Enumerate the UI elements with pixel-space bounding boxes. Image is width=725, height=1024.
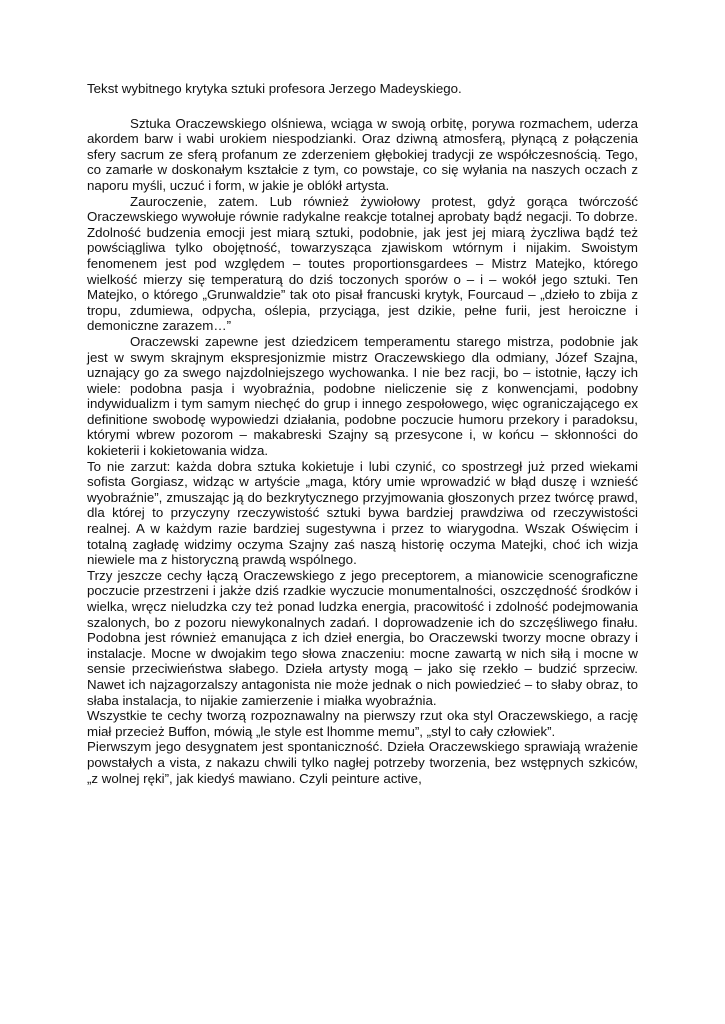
- paragraph-1: Sztuka Oraczewskiego olśniewa, wciąga w swoją orbitę, porywa rozmachem, uderza akordem barw i wabi urokiem niespodzianki. Oraz dziwną atmosferą, płynącą z połączenia sfery sacrum ze sferą profanum ze zderzeniem głębokiej tradycji ze współczesnością. Tego, co zamarłe w doskonałym kształcie z tym, co powstaje, co się wyłania na naszych oczach z naporu myśli, uczuć i form, w jakie je oblókł artysta.: [87, 115, 638, 193]
- paragraph-5: Trzy jeszcze cechy łączą Oraczewskiego z jego preceptorem, a mianowicie scenograficzne poczucie przestrzeni i jakże dziś rzadkie wyczucie monumentalności, oszczędność środków i wielka, wręcz nieludzka czy też ponad ludzka energia, pracowitość i zdolność podejmowania szalonych, bo z pozoru niewykonalnych zadań. I doprowadzenie ich do szczęśliwego finału. Podobna jest również emanująca z ich dzieł energia, bo Oraczewski tworzy mocne obrazy i instalacje. Mocne w dwojakim tego słowa znaczeniu: mocne zawartą w nich siłą i mocne w sensie przeciwieństwa słabego. Dzieła artysty mogą – jako się rzekło – budzić sprzeciw. Nawet ich najzagorzalszy antagonista nie może jednak o nich powiedzieć – to słaby obraz, to słaba instalacja, to nijakie zamierzenie i miałka wyobraźnia.: [87, 567, 638, 708]
- paragraph-2: Zauroczenie, zatem. Lub również żywiołowy protest, gdyż gorąca twórczość Oraczewskiego wywołuje równie radykalne reakcje totalnej aprobaty bądź negacji. To dobrze. Zdolność budzenia emocji jest miarą sztuki, podobnie, jak jest jej miarą życzliwa bądź też powściągliwa tylko obojętność, towarzysząca zjawiskom wtórnym i nijakim. Swoistym fenomenem jest pod względem – toutes proportionsgardees – Mistrz Matejko, którego wielkość mierzy się temperaturą do dziś toczonych sporów o – i – wokół jego sztuki. Ten Matejko, o którego „Grunwaldzie” tak oto pisał francuski krytyk, Fourcaud – „dzieło to zbija z tropu, zdumiewa, odpycha, oślepia, przyciąga, jest dzikie, pełne furii, jest heroiczne i demoniczne zarazem…”: [87, 193, 638, 334]
- paragraph-4: To nie zarzut: każda dobra sztuka kokietuje i lubi czynić, co spostrzegł już przed wiekami sofista Gorgiasz, widząc w artyście „maga, który umie wprowadzić w błąd duszę i wznieść wyobraźnie”, zmuszając ją do bezkrytycznego przyjmowania głoszonych przez twórcę prawd, dla której to przyczyny rzeczywistość sztuki bywa bardziej prawdziwa od rzeczywistości realnej. A w każdym razie bardziej sugestywna i przez to wiarygodna. Wszak Oświęcim i totalną zagładę widzimy oczyma Szajny zaś naszą historię oczyma Matejki, choć ich wizja niewiele ma z historyczną prawdą wspólnego.: [87, 458, 638, 568]
- paragraph-7: Pierwszym jego desygnatem jest spontaniczność. Dzieła Oraczewskiego sprawiają wrażenie powstałych a vista, z nakazu chwili tylko nagłej potrzeby tworzenia, bez wstępnych szkiców, „z wolnej ręki”, jak kiedyś mawiano. Czyli peinture active,: [87, 739, 638, 786]
- document-heading: Tekst wybitnego krytyka sztuki profesora Jerzego Madeyskiego.: [87, 81, 462, 96]
- paragraph-6: Wszystkie te cechy tworzą rozpoznawalny na pierwszy rzut oka styl Oraczewskiego, a rację miał przecież Buffon, mówią „le style est lhomme memu”, „styl to cały człowiek”.: [87, 708, 638, 739]
- paragraph-3: Oraczewski zapewne jest dziedzicem temperamentu starego mistrza, podobnie jak jest w swym skrajnym ekspresjonizmie mistrz Oraczewskiego dla odmiany, Józef Szajna, uznający go za swego najzdolniejszego wychowanka. I nie bez racji, bo – istotnie, łączy ich wiele: podobna pasja i wyobraźnia, podobne nieliczenie się z konwencjami, podobny indywidualizm i tym samym niechęć do grup i innego zespołowego, więc ograniczającego ex definitione swobodę wypowiedzi działania, podobne poczucie humoru przekory i paradoksu, którymi wbrew pozorom – makabreski Szajny są przesycone i, w końcu – skłonności do kokieterii i kokietowania widza.: [87, 333, 638, 459]
- document-page: [87, 81, 638, 786]
